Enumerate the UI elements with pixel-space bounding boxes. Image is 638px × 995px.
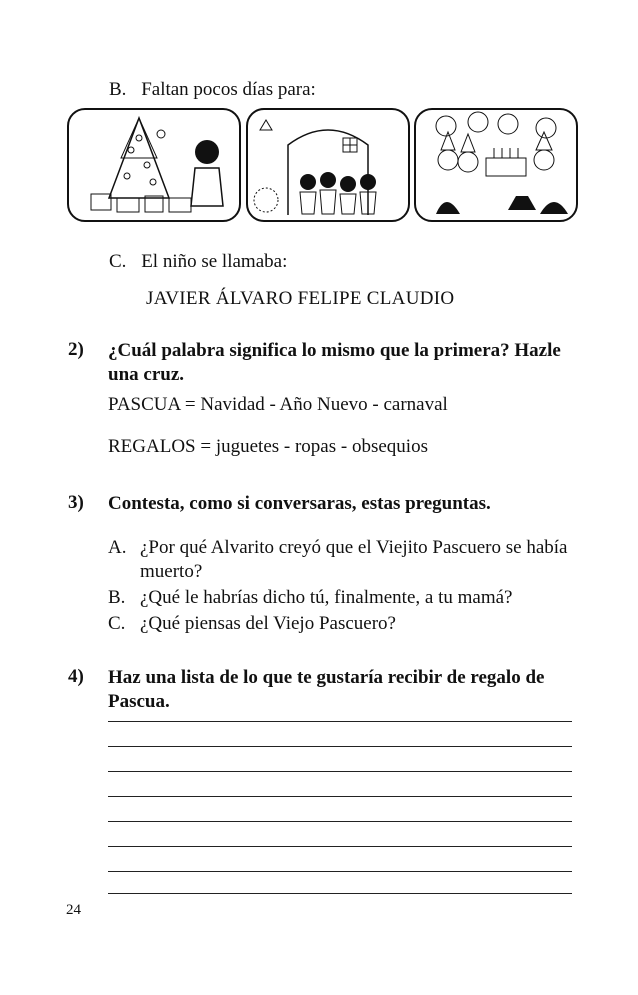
- q3-item-b-text: ¿Qué le habrías dicho tú, finalmente, a tu mamá?: [140, 587, 513, 608]
- q3-item-a-text: ¿Por qué Alvarito creyó que el Viejito Pascuero se había muerto?: [140, 537, 568, 582]
- q2-question: ¿Cuál palabra significa lo mismo que la primera? Hazle una cruz.: [108, 340, 561, 385]
- q3-item-c-text: ¿Qué piensas del Viejo Pascuero?: [140, 613, 396, 634]
- q2-line-regalos: REGALOS = juguetes - ropas - obsequios: [108, 436, 428, 457]
- birthday-party-illustration: [414, 108, 578, 222]
- q3-item-b-letter: B.: [108, 587, 126, 608]
- section-c: [109, 250, 287, 274]
- q2-number: 2): [68, 339, 84, 360]
- page-number: 24: [66, 902, 81, 918]
- answer-line[interactable]: [108, 846, 572, 847]
- answer-line[interactable]: [108, 771, 572, 772]
- christmas-tree-illustration: [67, 108, 241, 222]
- answer-line[interactable]: [108, 893, 572, 894]
- section-b: [109, 78, 316, 102]
- q3-question: Contesta, como si conversaras, estas preguntas.: [108, 493, 491, 514]
- answer-line[interactable]: [108, 871, 572, 872]
- answer-line[interactable]: [108, 796, 572, 797]
- answer-line[interactable]: [108, 721, 572, 722]
- section-b-text: Faltan pocos días para:: [141, 79, 316, 100]
- name-options: JAVIER ÁLVARO FELIPE CLAUDIO: [146, 288, 455, 309]
- carolers-at-door-illustration: [246, 108, 410, 222]
- q3-item-c-letter: C.: [108, 613, 126, 634]
- q2-line-pascua: PASCUA = Navidad - Año Nuevo - carnaval: [108, 394, 448, 415]
- q4-number: 4): [68, 666, 84, 687]
- answer-line[interactable]: [108, 746, 572, 747]
- answer-line[interactable]: [108, 821, 572, 822]
- section-b-letter: B.: [109, 79, 127, 100]
- q3-number: 3): [68, 492, 84, 513]
- q4-question: Haz una lista de lo que te gustaría recibir de regalo de Pascua.: [108, 667, 545, 712]
- q3-item-a-letter: A.: [108, 537, 127, 558]
- section-c-text: El niño se llamaba:: [141, 251, 288, 272]
- section-c-letter: C.: [109, 251, 127, 272]
